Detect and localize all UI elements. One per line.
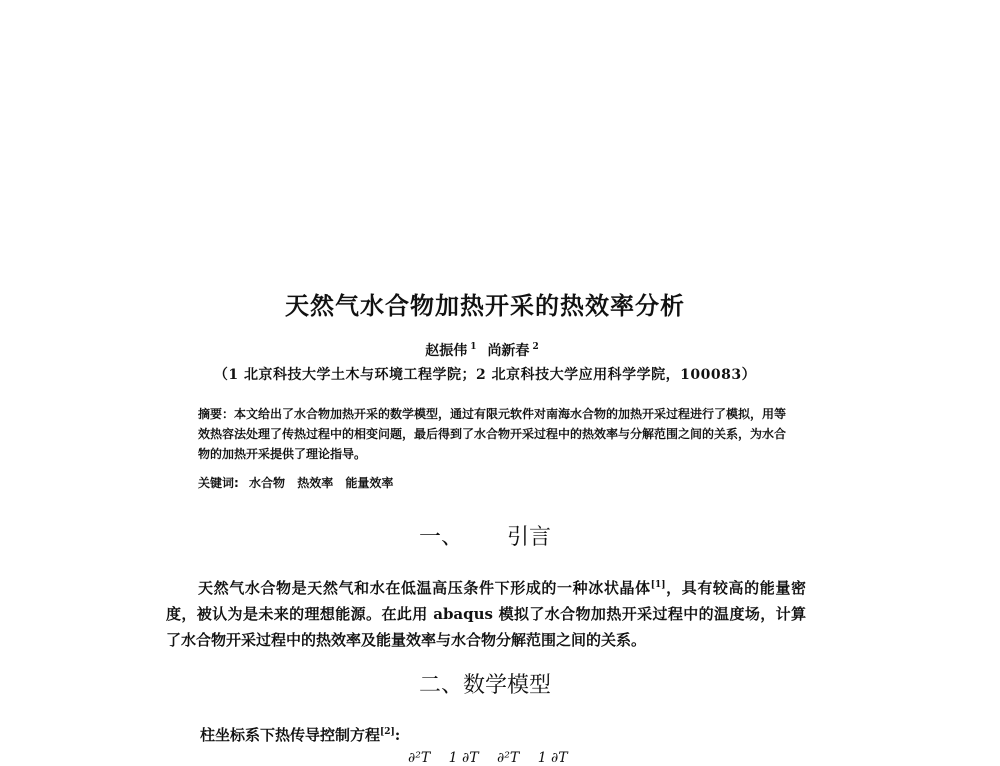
section-heading-introduction [0, 520, 970, 551]
equation-fragment [408, 750, 582, 766]
paper-title: 天然气水合物加热开采的热效率分析 [285, 292, 685, 320]
equation-term: ∂²T [408, 750, 431, 766]
keyword-item: 热效率 [297, 476, 334, 490]
author-name: 赵振伟 [425, 343, 468, 359]
citation-ref: [1] [650, 580, 666, 590]
abstract-label: 摘要： [198, 407, 235, 421]
equation-colon: : [394, 726, 401, 744]
equation-label: 柱坐标系下热传导控制方程 [200, 726, 381, 744]
intro-text-part1: 天然气水合物是天然气和水在低温高压条件下形成的一种冰状晶体 [198, 579, 651, 597]
keyword-item: 能量效率 [345, 476, 394, 490]
section-heading-math-model: 二、数学模型 [418, 673, 551, 698]
equation-term: ∂²T [497, 750, 520, 766]
abstract-text: 本文给出了水合物加热开采的数学模型，通过有限元软件对南海水合物的加热开采过程进行了模拟，用等效热容法处理了传热过程中的相变问题，最后得到了水合物开采过程中的热效率与分解范围之间的关系，为水合物的加热开采提供了理论指导。 [198, 407, 787, 461]
keywords-label: 关键词: [198, 476, 239, 490]
affiliation-line: （1 北京科技大学土木与环境工程学院；2 北京科技大学应用科学学院，100083） [213, 367, 757, 383]
keyword-item: 水合物 [249, 476, 286, 490]
author-name: 尚新春 [487, 343, 530, 359]
author-affil-mark: 2 [532, 342, 539, 353]
keywords-line [198, 474, 788, 491]
abstract-block [198, 404, 788, 464]
equation-term: 1 ∂T [448, 750, 479, 766]
intro-text-part2: ，具有较高的能量密度，被认为是未来的理想能源。在此用 abaqus 模拟了水合物加热开采过程中的温度场，计算了水合物开采过程中的热效率及能量效率与水合物分解范围之间的关系。 [166, 579, 806, 649]
introduction-paragraph [166, 572, 806, 653]
equation-term: 1 ∂T [537, 750, 568, 766]
section-title: 引言 [507, 525, 552, 550]
section-number: 一、 [418, 525, 463, 550]
equation-intro [200, 724, 400, 745]
author-line [0, 340, 970, 360]
author-affil-mark: 1 [470, 342, 477, 353]
citation-ref: [2] [380, 727, 395, 737]
